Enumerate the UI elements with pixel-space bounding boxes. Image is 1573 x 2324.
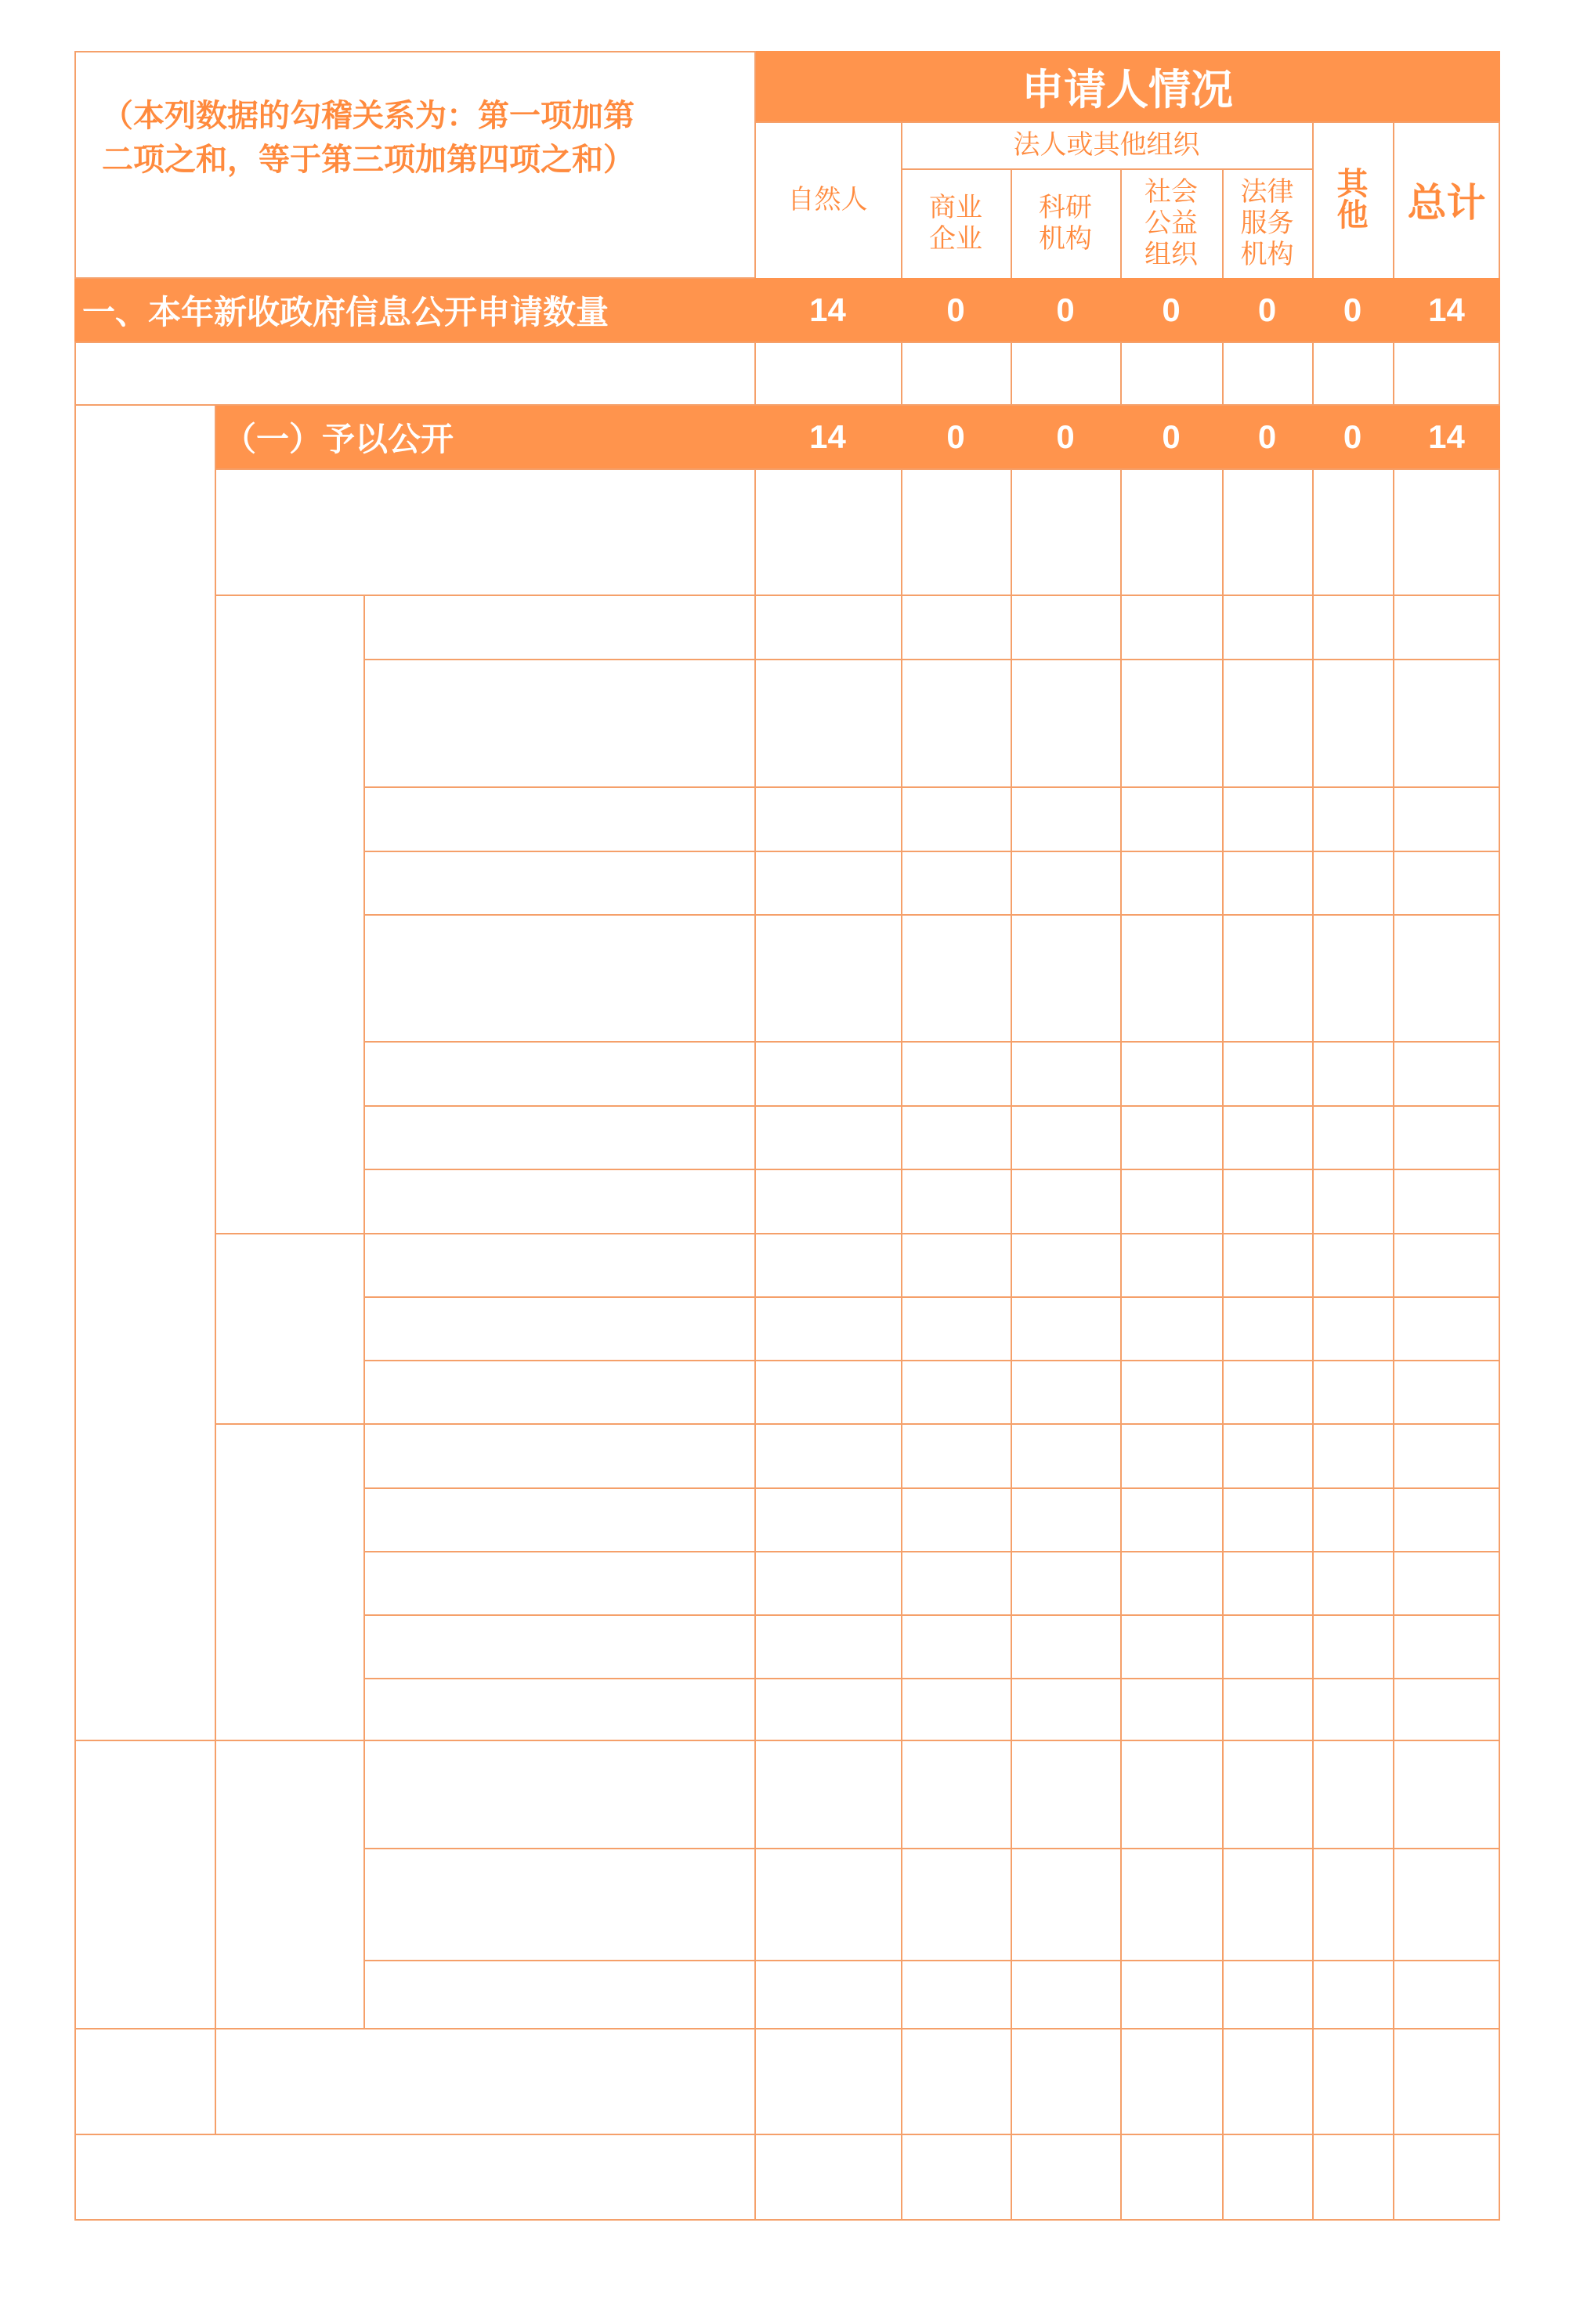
row2-other-value: 0 bbox=[1343, 418, 1362, 455]
row1-total-value: 14 bbox=[1428, 291, 1465, 328]
row1-commercial-value: 0 bbox=[946, 291, 965, 328]
row-new-applications-label: 一、本年新收政府信息公开申请数量 bbox=[82, 293, 609, 331]
row2-legal-service-value: 0 bbox=[1257, 418, 1277, 455]
row1-public-welfare-value: 0 bbox=[1162, 291, 1181, 328]
header-research: 科研机构 bbox=[1039, 192, 1092, 255]
row2-research-value: 0 bbox=[1056, 418, 1075, 455]
header-natural-person: 自然人 bbox=[787, 184, 868, 215]
header-title: 申请人情况 bbox=[1022, 64, 1233, 114]
row2-public-welfare-value: 0 bbox=[1162, 418, 1181, 455]
header-commercial: 商业企业 bbox=[929, 192, 982, 255]
row1-natural-value: 14 bbox=[809, 291, 846, 328]
header-legal-service: 法律服务机构 bbox=[1240, 176, 1294, 270]
note-text: （本列数据的勾稽关系为：第一项加第二项之和，等于第三项加第四项之和） bbox=[102, 98, 635, 178]
row1-research-value: 0 bbox=[1056, 291, 1075, 328]
row-disclosed-label: （一）予以公开 bbox=[223, 420, 454, 458]
row2-natural-value: 14 bbox=[809, 418, 846, 455]
header-public-welfare: 社会公益组织 bbox=[1144, 176, 1198, 270]
row1-legal-service-value: 0 bbox=[1257, 291, 1277, 328]
row2-commercial-value: 0 bbox=[946, 418, 965, 455]
row2-total-value: 14 bbox=[1428, 418, 1465, 455]
header-other: 其他 bbox=[1336, 166, 1369, 233]
header-total: 总计 bbox=[1407, 180, 1486, 226]
header-legal-group: 法人或其他组织 bbox=[1013, 129, 1200, 161]
row1-other-value: 0 bbox=[1343, 291, 1362, 328]
